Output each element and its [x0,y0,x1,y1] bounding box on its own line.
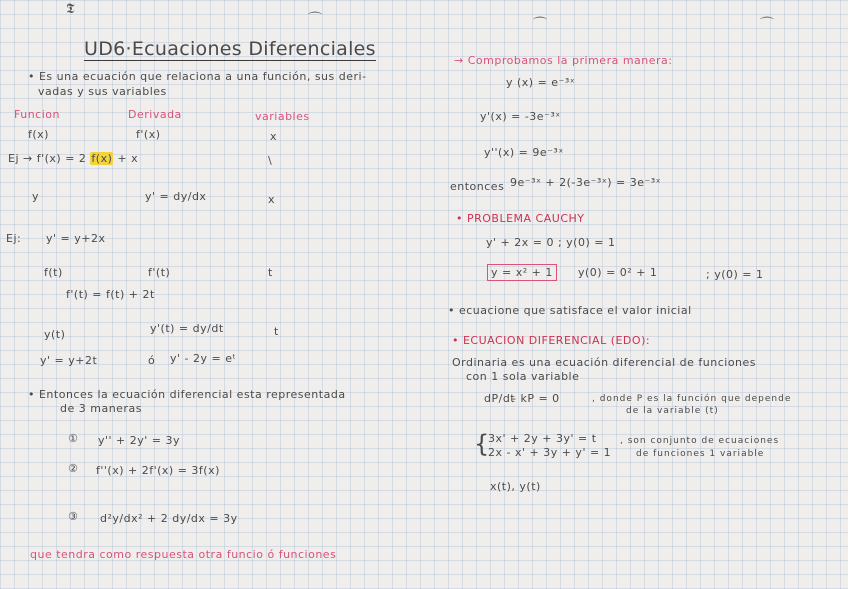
row3-function: y [32,190,40,203]
edo-line-1: Ordinaria es una ecuación diferencial de funciones [452,356,757,369]
check-step-3: y''(x) = 9e⁻³ˣ [484,146,564,159]
system-note-2: de funciones 1 variable [636,449,765,459]
intro-line-1: • Es una ecuación que relaciona a una función, sus deri- [28,70,367,83]
check-step-1: y (x) = e⁻³ˣ [506,76,576,89]
system-equation-1: 3x' + 2y + 3y' = t [488,432,597,445]
hook-mark: ⌒ [533,17,547,33]
ej-equation: y' = y+2x [46,232,106,245]
footer-note: que tendra como respuesta otra funcio ó funciones [30,548,337,561]
hook-mark: ⌒ [308,12,322,28]
row5-function: y(t) [44,328,66,341]
cauchy-solution-box: y = x² + 1 [487,266,557,279]
edo-fraction: dP/dt [484,392,516,405]
row5-variable: t [274,325,279,338]
highlighted-function: f(x) [91,152,113,165]
way2-number: ② [68,462,79,475]
row6-or: ó [148,354,156,367]
system-functions: x(t), y(t) [490,480,541,493]
col-variables-header: variables [255,110,310,123]
row5-derivative: y'(t) = dy/dt [150,322,224,335]
edo-title: • ECUACION DIFERENCIAL (EDO): [452,334,651,347]
way3-equation: d²y/dx² + 2 dy/dx = 3y [100,512,238,525]
row2-example: Ej → f'(x) = 2 f(x) + x [8,152,139,165]
system-brace: { [474,430,490,458]
way2-equation: f''(x) + 2f'(x) = 3f(x) [96,464,220,477]
ej-label: Ej: [6,232,22,245]
cauchy-result: ; y(0) = 1 [706,268,764,281]
row6-equation-a: y' = y+2t [40,354,98,367]
col-derivative-header: Derivada [128,108,182,121]
edo-note-2: de la variable (t) [626,406,719,416]
cauchy-check: y(0) = 0² + 1 [578,266,658,279]
edo-line-2: con 1 sola variable [466,370,580,383]
row4-function: f(t) [44,266,63,279]
row4-variable: t [268,266,273,279]
cauchy-title: • PROBLEMA CAUCHY [456,212,585,225]
check-step-4: 9e⁻³ˣ + 2(-3e⁻³ˣ) = 3e⁻³ˣ [510,176,662,189]
check-title: → Comprobamos la primera manera: [454,54,673,67]
row1-derivative: f'(x) [136,128,161,141]
doodle-icon: 𝕿 [66,1,75,17]
way1-equation: y'' + 2y' = 3y [98,434,181,447]
system-note-1: , son conjunto de ecuaciones [620,436,780,446]
row1-function: f(x) [28,128,49,141]
row4-derivative: f'(t) [148,266,171,279]
page-title: UD6·Ecuaciones Diferenciales [84,38,376,60]
cauchy-equation: y' + 2x = 0 ; y(0) = 1 [486,236,616,249]
system-equation-2: 2x - x' + 3y + y' = 1 [488,446,612,459]
cauchy-note: • ecuacione que satisface el valor inicial [448,304,692,317]
row4-equation: f'(t) = f(t) + 2t [66,288,155,301]
check-step-2: y'(x) = -3e⁻³ˣ [480,110,561,123]
way1-number: ① [68,432,79,445]
edo-equation: - kP = 0 [512,392,560,405]
row2-variable: \ [268,154,273,167]
then-line-1: • Entonces la ecuación diferencial esta representada [28,388,346,401]
row1-variable: x [270,130,278,143]
then-label: entonces [450,180,505,193]
way3-number: ③ [68,510,79,523]
hook-mark: ⌒ [760,17,774,33]
row3-variable: x [268,193,276,206]
then-line-2: de 3 maneras [60,402,142,415]
row3-derivative: y' = dy/dx [145,190,207,203]
col-function-header: Funcion [14,108,60,121]
row6-equation-b: y' - 2y = eᵗ [170,352,237,365]
edo-note-1: , donde P es la función que depende [592,394,792,404]
intro-line-2: vadas y sus variables [38,85,167,98]
